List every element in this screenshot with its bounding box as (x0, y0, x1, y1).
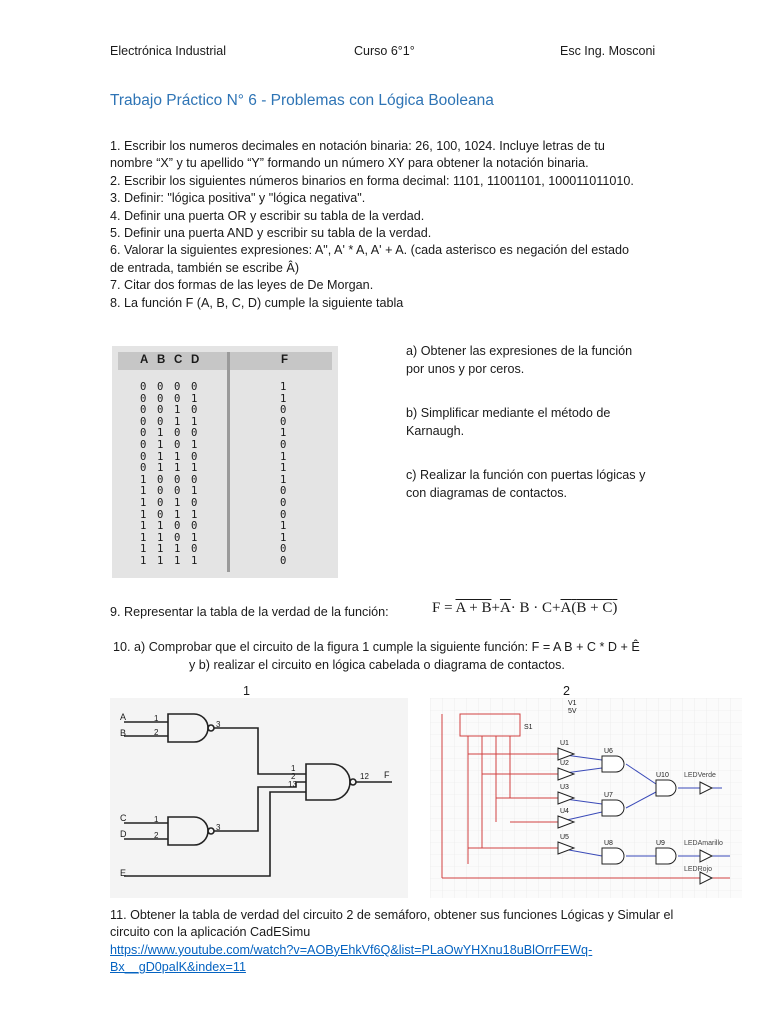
truth-table-cell: 1 (140, 473, 147, 486)
col-b-header: B (157, 354, 166, 366)
question-line: 6. Valorar la siguientes expresiones: A", A' * A, A' + A. (cada asterisco es negación del estado (110, 243, 630, 258)
truth-table-cell: 1 (174, 555, 181, 567)
truth-table-cell: 1 (191, 531, 198, 544)
truth-table-cell: 1 (157, 450, 164, 463)
question-line: 5. Definir una puerta AND y escribir su tabla de la verdad. (110, 226, 432, 241)
pin-label: 1 (154, 714, 159, 723)
truth-table-cell: 0 (174, 381, 181, 393)
question-10-line: 10. a) Comprobar que el circuito de la figura 1 cumple la siguiente función: F = A B + C * D + Ê (113, 640, 640, 654)
truth-table-cell: 1 (174, 462, 181, 475)
gate-label: U10 (656, 772, 669, 779)
truth-table-cell: 0 (157, 473, 164, 486)
truth-table-cell: 1 (157, 555, 164, 567)
truth-table-cell: 1 (157, 427, 164, 440)
truth-table-cell: 1 (157, 531, 164, 544)
formula-term: ) (612, 600, 618, 616)
truth-table-cell: 1 (280, 450, 287, 463)
gate-label: U2 (560, 760, 569, 767)
boolean-formula: $F = A + B+\overline{A}\cdot B \cdot C+A(B + C)$ (432, 600, 618, 616)
truth-table-cell: 1 (280, 520, 287, 533)
truth-table-cell: 1 (174, 497, 181, 509)
truth-table-cell: 0 (140, 392, 147, 405)
led-label: LEDRojo (684, 866, 713, 873)
truth-table-cell: 0 (140, 404, 147, 417)
question-line: 2. Escribir los siguientes números binarios en forma decimal: 1101, 11001101, 100011011010. (110, 173, 634, 188)
truth-table-cell: 0 (191, 497, 198, 509)
truth-table-cell: 0 (157, 392, 164, 405)
truth-table-cell: 1 (140, 508, 147, 521)
truth-table-cell: 1 (280, 427, 287, 440)
input-e-label: E (120, 868, 127, 878)
truth-table-cell: 0 (280, 543, 287, 556)
truth-table-cell: 1 (280, 473, 287, 486)
gate-label: U4 (560, 808, 569, 815)
truth-table-cell: 1 (140, 543, 147, 556)
youtube-link-continued[interactable]: Bx__gD0palK&index=11 (110, 960, 246, 975)
truth-table-cell: 1 (140, 531, 147, 544)
truth-table-cell: 1 (280, 392, 287, 405)
truth-table-cell: 0 (157, 381, 164, 393)
formula-term: A + B (455, 600, 492, 616)
truth-table-cell: 1 (191, 462, 198, 475)
truth-table-cell: 0 (140, 450, 147, 463)
page-title: Trabajo Práctico N° 6 - Problemas con Lógica Booleana (110, 92, 494, 109)
truth-table-cell: 1 (174, 508, 181, 521)
pin-label: 12 (360, 772, 369, 781)
question-10 (113, 638, 640, 674)
table-divider (227, 352, 230, 572)
gate-label: U9 (656, 840, 665, 847)
truth-table-cell: 1 (191, 485, 198, 498)
question-9: 9. Representar la tabla de la verdad de la función: (110, 605, 389, 619)
truth-table-cell: 0 (280, 555, 287, 567)
truth-table-cell: 0 (280, 439, 287, 451)
truth-table-cell: 1 (280, 531, 287, 544)
input-d-label: D (120, 829, 127, 839)
truth-table-cell: 1 (191, 508, 198, 521)
sub-item-a-line: a) Obtener las expresiones de la función (406, 344, 633, 358)
truth-table-cell: 1 (157, 520, 164, 533)
sub-item-b-line: b) Simplificar mediante el método de (406, 406, 611, 420)
question-line: 1. Escribir los numeros decimales en notación binaria: 26, 100, 1024. Incluye letras de tu (110, 139, 605, 153)
header-subject: Electrónica Industrial (110, 44, 227, 58)
truth-table-cell: 0 (191, 404, 198, 417)
truth-table-cell: 0 (140, 462, 147, 475)
pin-label: 3 (216, 720, 221, 729)
gate-label: U7 (604, 792, 613, 799)
input-b-label: B (120, 728, 127, 738)
truth-table-cell: 0 (174, 439, 181, 451)
sub-item-b-line: Karnaugh. (406, 424, 465, 438)
truth-table-cell: 0 (191, 473, 198, 486)
truth-table-cell: 0 (280, 415, 287, 428)
truth-table-cell: 0 (191, 427, 198, 440)
question-10-line: y b) realizar el circuito en lógica cabelada o diagrama de contactos. (189, 658, 565, 672)
truth-table-cell: 0 (174, 427, 181, 440)
question-11-line: circuito con la aplicación CadESimu (110, 925, 311, 940)
truth-table-cell: 0 (280, 485, 287, 498)
truth-table-cell: 1 (280, 462, 287, 475)
input-c-label: C (120, 813, 127, 823)
led-label: LEDAmarillo (684, 840, 723, 847)
sub-item-c-line: con diagramas de contactos. (406, 486, 568, 500)
truth-table-cell: 0 (191, 543, 198, 556)
gate-label: U3 (560, 784, 569, 791)
truth-table-cell: 1 (157, 439, 164, 451)
question-list (110, 138, 730, 312)
pin-label: 2 (154, 831, 159, 840)
question-line: 8. La función F (A, B, C, D) cumple la siguiente tabla (110, 295, 404, 310)
truth-table-cell: 1 (140, 520, 147, 533)
truth-table-cell: 0 (174, 485, 181, 498)
truth-table-cell: 1 (191, 439, 198, 451)
truth-table-cell: 0 (280, 404, 287, 417)
col-f-header: F (281, 354, 289, 366)
question-line: nombre “X” y tu apellido “Y” formando un número XY para obtener la notación binaria. (110, 156, 589, 171)
col-c-header: C (174, 354, 183, 366)
truth-table-cell: 0 (140, 381, 147, 393)
truth-table-cell: 0 (157, 485, 164, 498)
pin-label: 13 (288, 780, 297, 789)
truth-table-cell: 0 (140, 415, 147, 428)
truth-table-cell: 1 (174, 543, 181, 556)
truth-table-cell: 0 (157, 415, 164, 428)
header-school: Esc Ing. Mosconi (560, 44, 656, 58)
truth-table-cell: 1 (191, 415, 198, 428)
truth-table-cell: 0 (157, 508, 164, 521)
question-line: de entrada, también se escribe Â) (110, 260, 300, 275)
formula-term: ( (571, 600, 577, 616)
pin-label: 3 (216, 823, 221, 832)
led-label: LEDVerde (684, 772, 716, 779)
pin-label: 2 (154, 728, 159, 737)
youtube-link[interactable]: https://www.youtube.com/watch?v=AOByEhkVf6Q&list=PLaOwYHXnu18uBlOrrFEWq- (110, 942, 593, 957)
truth-table-cell: 0 (174, 520, 181, 533)
truth-table-cell: 1 (174, 404, 181, 417)
figure-2-label: 2 (563, 684, 571, 698)
gate-label: U6 (604, 748, 613, 755)
figure-1-logic-circuit (110, 698, 408, 898)
figure-1-label: 1 (243, 684, 251, 698)
truth-table-cell: 0 (157, 497, 164, 509)
question-line: 7. Citar dos formas de las leyes de De Morgan. (110, 278, 374, 293)
truth-table-cell: 1 (140, 497, 147, 509)
pin-label: 1 (291, 764, 296, 773)
output-f-label: F (384, 770, 390, 780)
input-a-label: A (120, 712, 127, 722)
source-value: 5V (568, 708, 577, 715)
header-course: Curso 6°1° (354, 44, 415, 58)
formula-term: · B · C+ (510, 600, 561, 616)
truth-table-cell: 0 (191, 520, 198, 533)
truth-table-cell: 0 (174, 531, 181, 544)
pin-label: 1 (154, 815, 159, 824)
formula-lhs: F = (432, 600, 453, 616)
truth-table-cell: 1 (191, 555, 198, 567)
formula-term: B + C (576, 600, 613, 616)
truth-table-cell: 0 (140, 427, 147, 440)
truth-table-cell: 0 (174, 392, 181, 405)
truth-table-cell: 0 (280, 508, 287, 521)
truth-table (112, 346, 338, 578)
gate-label: U1 (560, 740, 569, 747)
question-line: 3. Definir: "lógica positiva" y "lógica negativa". (110, 191, 366, 206)
question-11 (110, 907, 730, 977)
truth-table-cell: 1 (140, 485, 147, 498)
truth-table-cell: 0 (280, 497, 287, 509)
col-a-header: A (140, 354, 149, 366)
question-line: 4. Definir una puerta OR y escribir su tabla de la verdad. (110, 208, 425, 223)
sub-item-c (406, 466, 666, 502)
sub-item-b (406, 404, 666, 440)
truth-table-cell: 1 (174, 415, 181, 428)
gate-label: U8 (604, 840, 613, 847)
sub-item-a-line: por unos y por ceros. (406, 362, 525, 376)
col-d-header: D (191, 354, 200, 366)
truth-table-cell: 1 (157, 543, 164, 556)
sub-item-c-line: c) Realizar la función con puertas lógicas y (406, 468, 646, 482)
truth-table-cell: 0 (191, 381, 198, 393)
truth-table-cell: 1 (191, 392, 198, 405)
truth-table-cell: 1 (280, 381, 287, 393)
truth-table-header (118, 352, 332, 370)
truth-table-cell: 1 (157, 462, 164, 475)
truth-table-cell: 0 (191, 450, 198, 463)
pin-label: 2 (291, 772, 296, 781)
truth-table-cell: 0 (157, 404, 164, 417)
figure-2-traffic-light-circuit (430, 698, 742, 898)
truth-table-cell: 1 (174, 450, 181, 463)
formula-term: A (560, 600, 572, 616)
source-label: V1 (568, 700, 577, 707)
formula-term: $\overline{A}$ (499, 600, 511, 616)
truth-table-cell: 0 (140, 439, 147, 451)
gate-label: U5 (560, 834, 569, 841)
truth-table-cell: 0 (174, 473, 181, 486)
question-11-line: 11. Obtener la tabla de verdad del circuito 2 de semáforo, obtener sus funciones Lógicas y Simular el (110, 908, 674, 922)
truth-table-cell: 1 (140, 555, 147, 567)
switch-label: S1 (524, 724, 533, 731)
sub-item-a (406, 342, 666, 378)
